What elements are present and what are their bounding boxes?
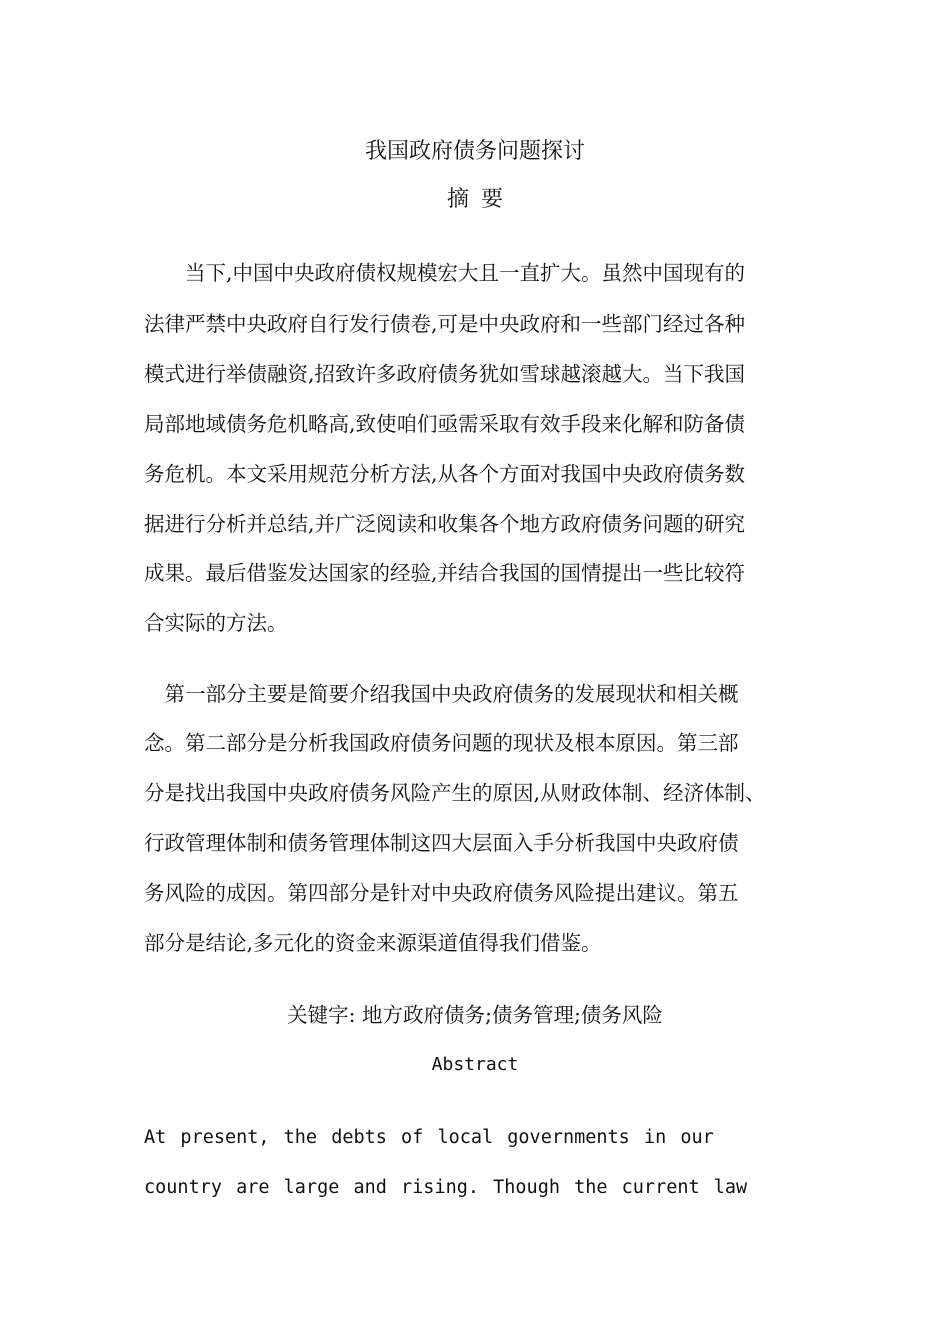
- paragraph-line: 模式进行举债融资,招致许多政府债务犹如雪球越滚越大。当下我国: [144, 362, 746, 386]
- paragraph-line: 部分是结论,多元化的资金来源渠道值得我们借鉴。: [144, 931, 602, 955]
- abstract-en-heading: Abstract: [431, 1054, 519, 1075]
- document-title: 我国政府债务问题探讨: [364, 139, 585, 164]
- paragraph-line: 务风险的成因。第四部分是针对中央政府债务风险提出建议。第五: [144, 881, 739, 905]
- abstract-heading: 摘要: [446, 187, 515, 212]
- paragraph-line: 成果。最后借鉴发达国家的经验,并结合我国的国情提出一些比较符: [144, 561, 746, 585]
- paragraph-line: 分是找出我国中央政府债务风险产生的原因,从财政体制、经济体制、: [144, 781, 766, 805]
- paragraph-line: 局部地域债务危机略高,致使咱们亟需采取有效手段来化解和防备债: [144, 412, 746, 436]
- paragraph-line: 据进行分析并总结,并广泛阅读和收集各个地方政府债务问题的研究: [144, 512, 746, 536]
- paragraph-line: 务危机。本文采用规范分析方法,从各个方面对我国中央政府债务数: [144, 462, 746, 486]
- paragraph-line: 当下,中国中央政府债权规模宏大且一直扩大。虽然中国现有的: [144, 261, 746, 285]
- paragraph-line: 合实际的方法。: [144, 611, 288, 635]
- paragraph-line: 念。第二部分是分析我国政府债务问题的现状及根本原因。第三部: [144, 731, 739, 755]
- en-paragraph-line: At present, the debts of local governments in our: [144, 1127, 714, 1148]
- paragraph-line: 法律严禁中央政府自行发行债卷,可是中央政府和一些部门经过各种: [144, 312, 746, 336]
- paragraph-line: 第一部分主要是简要介绍我国中央政府债务的发展现状和相关概: [144, 682, 739, 706]
- en-paragraph-line: country are large and rising. Though the current law: [144, 1177, 748, 1198]
- keywords: 关键字: 地方政府债务;债务管理;债务风险: [287, 1003, 663, 1027]
- paragraph-line: 行政管理体制和债务管理体制这四大层面入手分析我国中央政府债: [144, 831, 739, 855]
